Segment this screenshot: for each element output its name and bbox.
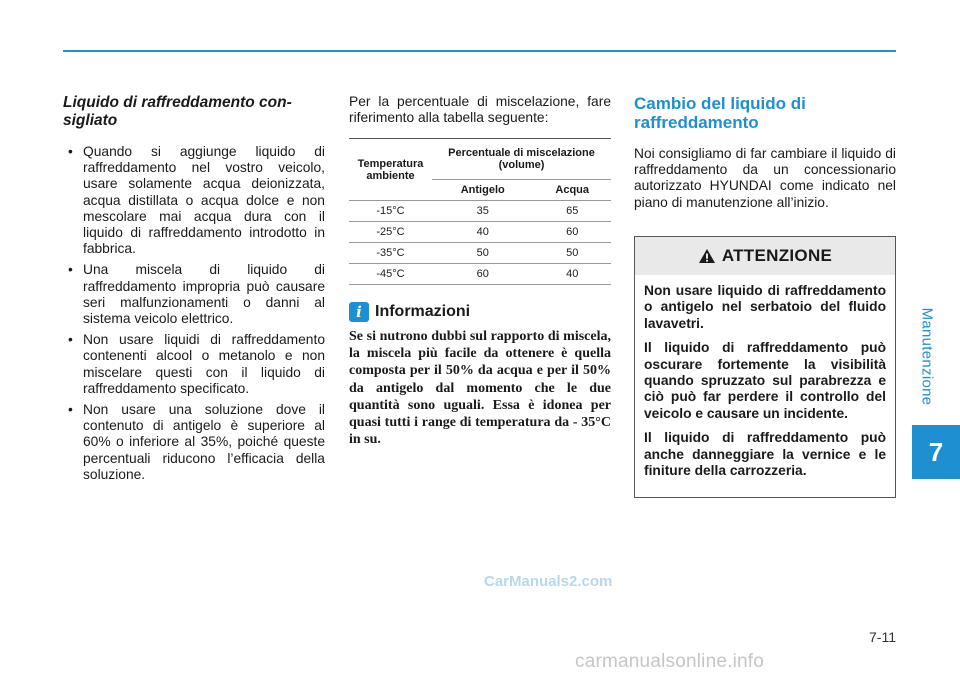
page-number: 7-11 [869, 629, 896, 645]
column-mix-ratio [349, 94, 611, 448]
mix-intro-text: Per la percentuale di miscelazione, fare riferimento alla tabella seguente: [349, 94, 611, 126]
bullet-item: • Quando si aggiunge liquido di raffreddamento nel vostro veicolo, usare solamente acqua deionizzata, acqua distillata o acqua dolce e non mescolare mai acqua dura con il liquido di raffreddamento introdotto in fabbrica. [63, 144, 325, 257]
cell-temperature: -25°C [349, 222, 432, 243]
cell-antifreeze: 50 [432, 243, 533, 264]
top-rule [63, 50, 896, 52]
warning-paragraph: Il liquido di raffreddamento può oscurare fortemente la visibilità quando spruzzato sul parabrezza e ciò può far perdere il controllo del veicolo e causare un incidente. [644, 340, 886, 421]
side-chapter-title: Manutenzione [918, 307, 936, 406]
information-note [349, 302, 611, 448]
table-row [349, 243, 611, 264]
cell-water: 50 [533, 243, 611, 264]
cell-water: 60 [533, 222, 611, 243]
warning-box [634, 236, 896, 498]
cell-antifreeze: 40 [432, 222, 533, 243]
watermark-carmanuals2: CarManuals2.com [484, 573, 613, 590]
table-row [349, 201, 611, 222]
cell-antifreeze: 60 [432, 264, 533, 285]
mix-ratio-table [349, 138, 611, 285]
warning-body [635, 275, 895, 479]
cell-temperature: -45°C [349, 264, 432, 285]
column-coolant-change [634, 94, 896, 479]
cell-temperature: -15°C [349, 201, 432, 222]
information-header [349, 302, 611, 322]
cell-temperature: -35°C [349, 243, 432, 264]
cell-water: 40 [533, 264, 611, 285]
subheading-coolant: Liquido di raffreddamento con-sigliato [63, 94, 292, 129]
table-row [349, 264, 611, 285]
section-heading-coolant-change: Cambio del liquido di raffreddamento [634, 94, 806, 132]
header-water: Acqua [533, 180, 611, 201]
information-body: Se si nutrono dubbi sul rapporto di miscela, la miscela più facile da ottenere è quella composta per il 50% da acqua e per il 50% da antigelo dal momento che le due quantità sono uguali. Essa è idonea per quasi tutti i range di temperatura da - 35°C in su. [349, 329, 611, 448]
cell-antifreeze: 35 [432, 201, 533, 222]
info-icon: i [349, 302, 369, 322]
header-ambient-temperature: Temperatura ambiente [349, 139, 432, 201]
table-row [349, 222, 611, 243]
warning-header [635, 237, 895, 275]
chapter-number-badge: 7 [912, 425, 960, 479]
column-coolant-recommended [63, 94, 325, 488]
header-mix-percentage: Percentuale di miscelazione (volume) [432, 139, 611, 180]
bullet-item: • Non usare una soluzione dove il contenuto di antigelo è superiore al 60% o inferiore al 35%, poiché queste percentuali riducono l’efficacia della soluzione. [63, 402, 325, 483]
header-antifreeze: Antigelo [432, 180, 533, 201]
watermark-carmanualsonline: carmanualsonline.info [575, 651, 765, 672]
warning-paragraph: Non usare liquido di raffreddamento o antigelo nel serbatoio del fluido lavavetri. [644, 283, 886, 331]
warning-title: ATTENZIONE [721, 246, 833, 265]
warning-paragraph: Il liquido di raffreddamento può anche danneggiare la vernice e le finiture della carrozzeria. [644, 430, 886, 479]
cell-water: 65 [533, 201, 611, 222]
section-body-coolant-change: Noi consigliamo di far cambiare il liquido di raffreddamento da un concessionario autorizzato HYUNDAI come indicato nel piano di manutenzione all’inizio. [634, 146, 896, 210]
side-chapter-tab [904, 300, 950, 418]
bullet-item: • Non usare liquidi di raffreddamento contenenti alcool o metanolo e non miscelare questi con il liquido di raffreddamento specificato. [63, 332, 325, 397]
coolant-bullet-list [63, 144, 325, 483]
bullet-item: • Una miscela di liquido di raffreddamento impropria può causare seri malfunzionamenti o danni al sistema veicolo elettrico. [63, 262, 325, 327]
information-title: Informazioni [375, 303, 471, 320]
warning-triangle-icon [698, 248, 716, 264]
